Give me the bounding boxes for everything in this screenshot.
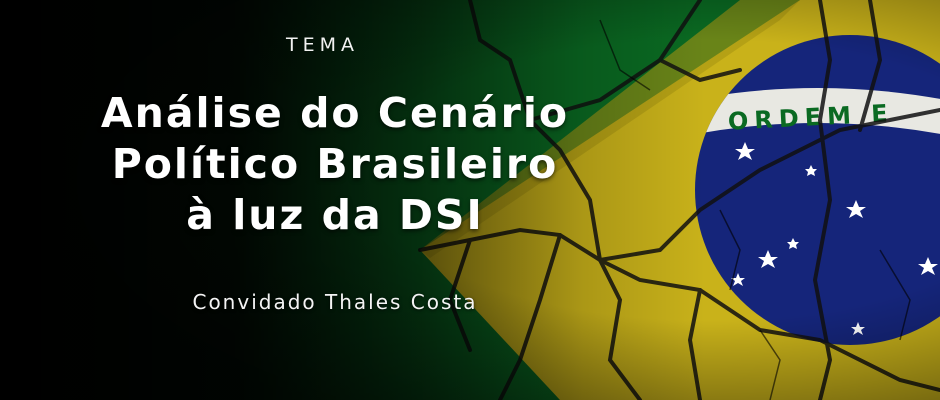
tema-label: TEMA bbox=[285, 34, 359, 56]
title-line-2: Político Brasileiro bbox=[111, 140, 559, 188]
title-line-1: Análise do Cenário bbox=[100, 89, 570, 137]
title bbox=[60, 88, 610, 241]
title-line-3: à luz da DSI bbox=[186, 191, 484, 239]
guest-name: Convidado Thales Costa bbox=[192, 290, 478, 314]
